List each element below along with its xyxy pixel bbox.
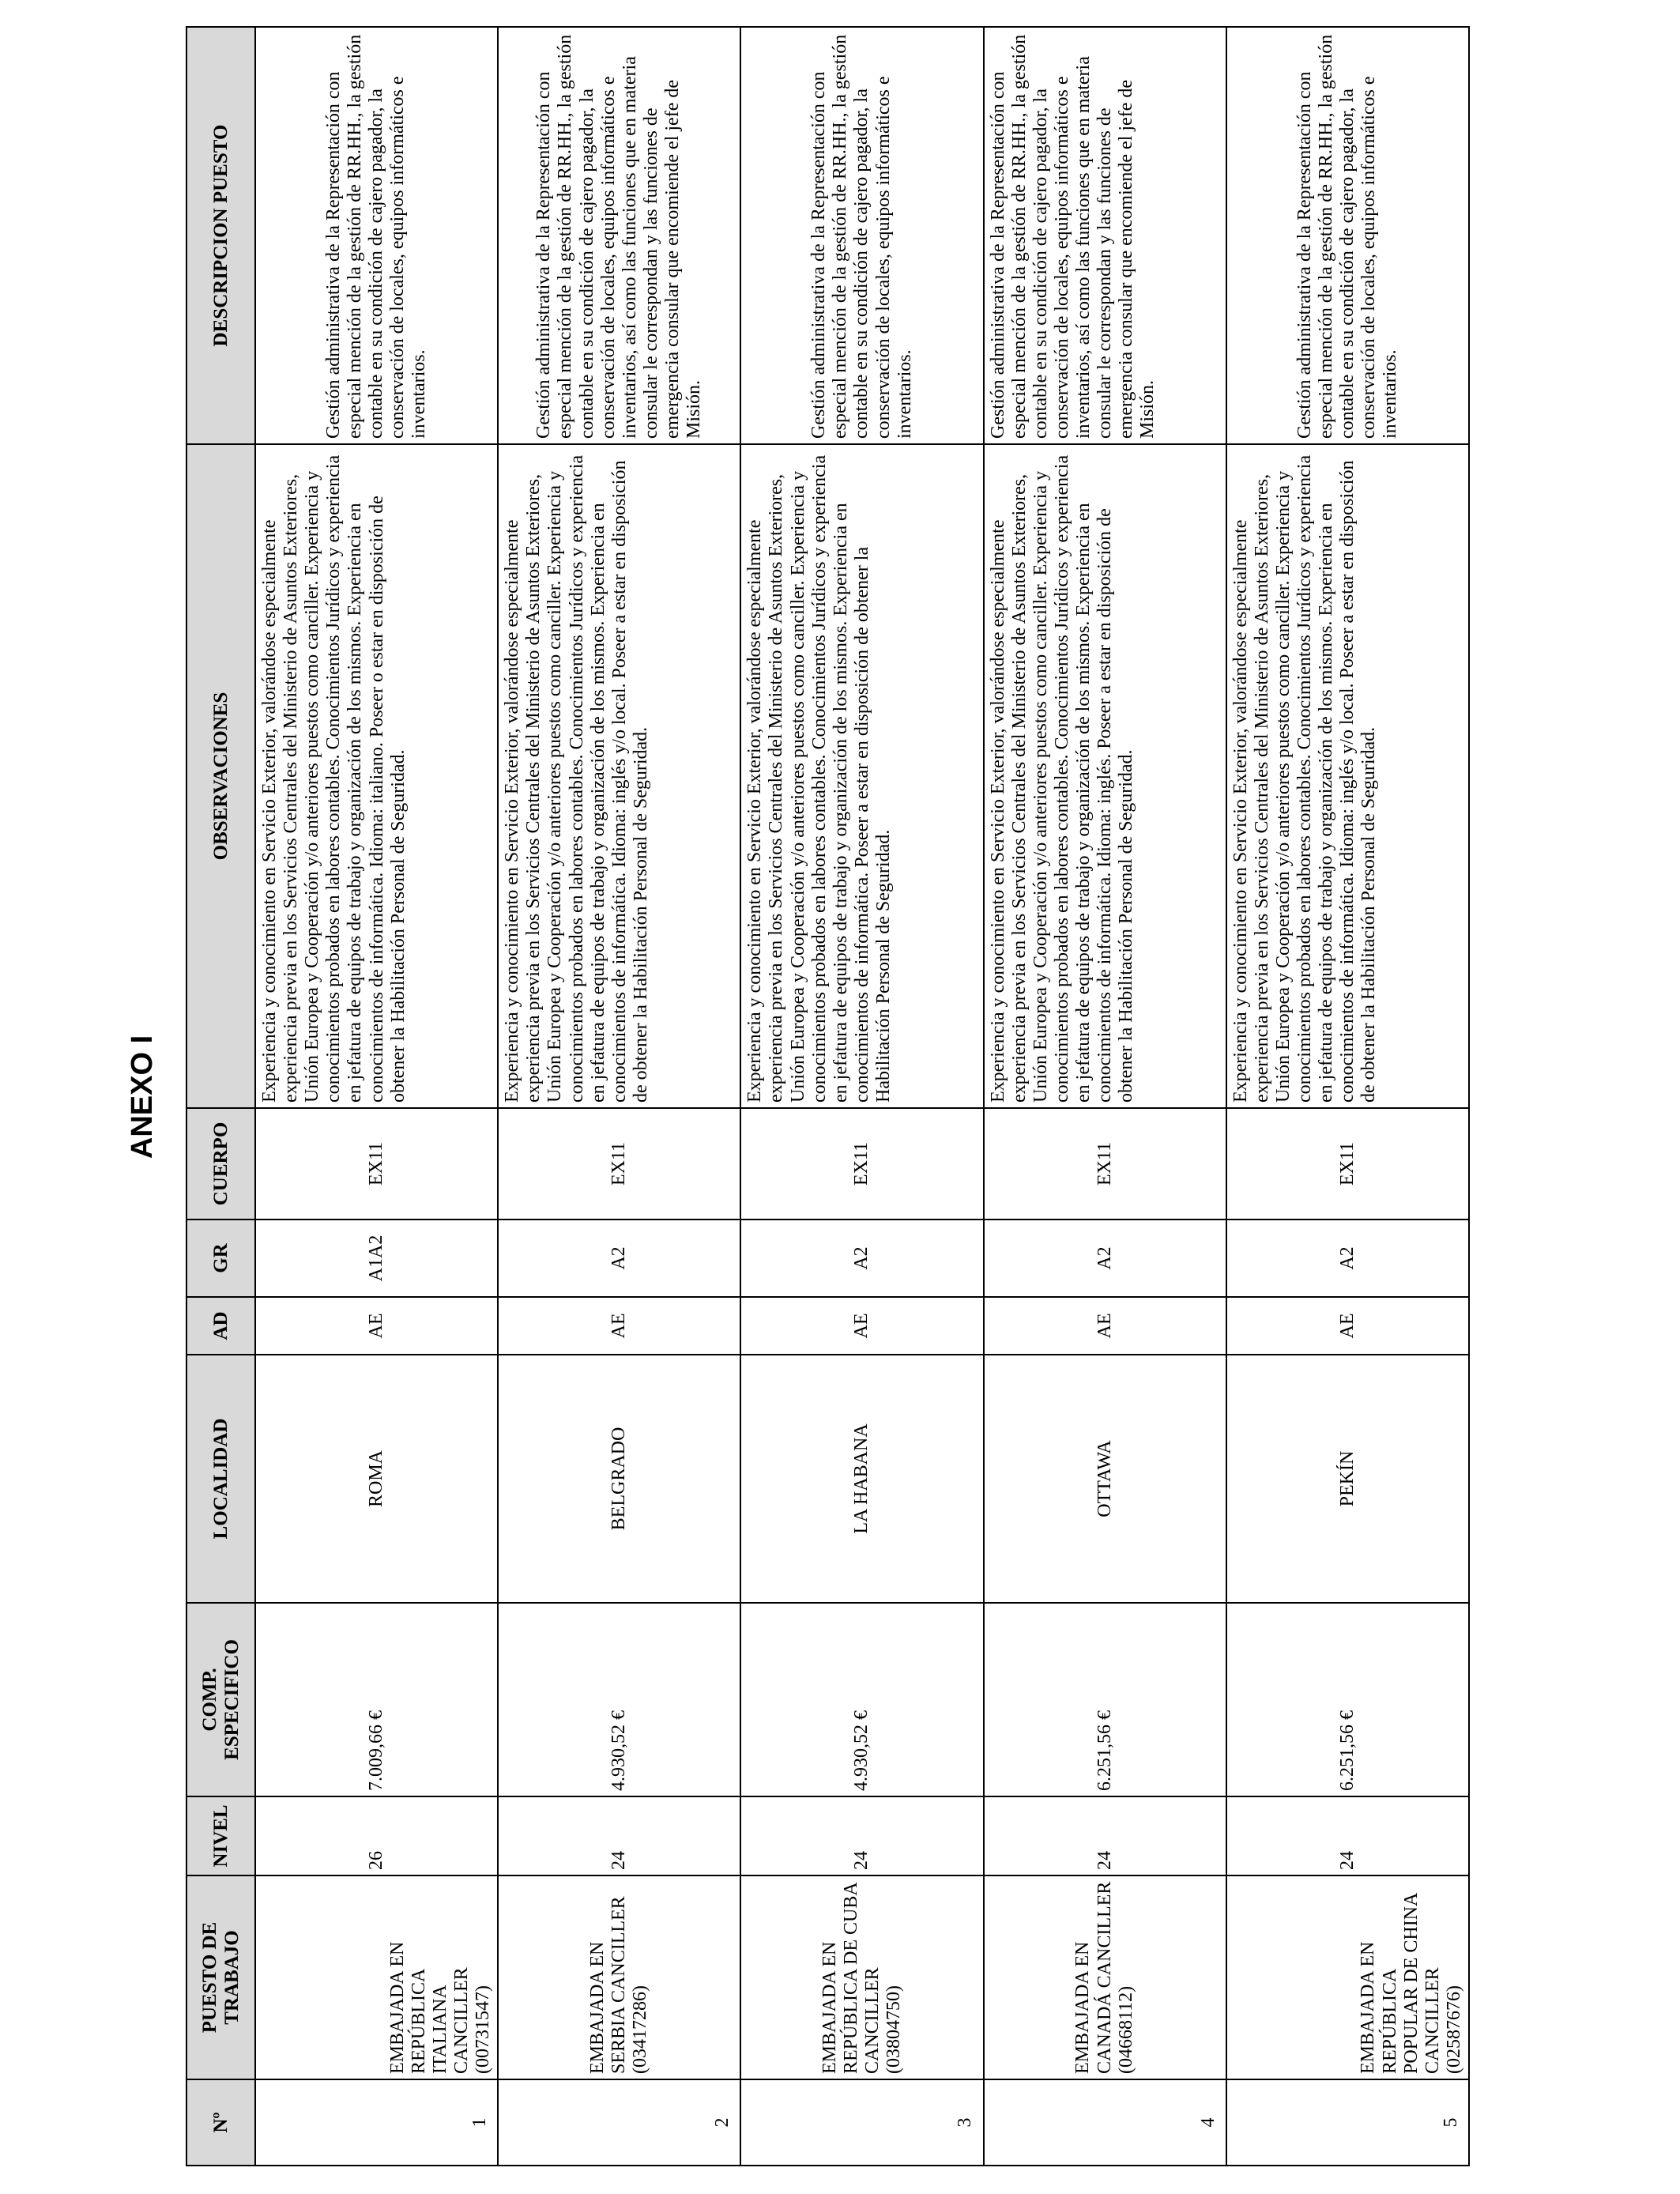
cell-n: 5 (1226, 2079, 1469, 2166)
cell-localidad: PEKÍN (1226, 1355, 1469, 1603)
cell-comp-especifico: 4.930,52 € (498, 1603, 740, 1796)
cell-localidad: OTTAWA (984, 1355, 1226, 1603)
cell-puesto: EMBAJADA EN REPÚBLICA ITALIANA CANCILLER (00731547) (255, 1875, 498, 2079)
cell-n: 4 (984, 2079, 1226, 2166)
cell-n: 3 (740, 2079, 983, 2166)
header-n: Nº (186, 2079, 255, 2166)
cell-comp-especifico: 4.930,52 € (740, 1603, 983, 1796)
cell-ad: AE (740, 1297, 983, 1355)
cell-gr: A2 (984, 1220, 1226, 1297)
table-row (1226, 27, 1469, 2166)
cell-descripcion: Gestión administrativa de la Representación con especial mención de la gestión de RR.HH., la gestión contable en su condición de cajero pagador, la conservación de locales, equipos informáticos e inventarios, así como las funciones que en materia consular le correspondan y las funciones de emergencia consular que encomiende el jefe de Misión. (498, 27, 740, 444)
header-gr: GR (186, 1220, 255, 1297)
cell-nivel: 24 (740, 1796, 983, 1875)
vacancies-table (186, 26, 1470, 2166)
cell-gr: A1A2 (255, 1220, 498, 1297)
cell-localidad: BELGRADO (498, 1355, 740, 1603)
cell-comp-especifico: 6.251,56 € (984, 1603, 1226, 1796)
cell-localidad: LA HABANA (740, 1355, 983, 1603)
cell-cuerpo: EX11 (1226, 1108, 1469, 1220)
cell-nivel: 24 (984, 1796, 1226, 1875)
cell-cuerpo: EX11 (255, 1108, 498, 1220)
cell-observaciones: Experiencia y conocimiento en Servicio Exterior, valorándose especialmente experiencia previa en los Servicios Centrales del Ministerio de Asuntos Exteriores, Unión Europea y Cooperación y/o anteriores puestos como canciller. Experiencia y conocimientos probados en labores contables. Conocimientos Jurídicos y experiencia en jefatura de equipos de trabajo y organización de los mismos. Experiencia en conocimientos de informática. Idioma: inglés. Poseer a estar en disposición de obtener la Habilitación Personal de Seguridad. (984, 444, 1226, 1108)
table-row (740, 27, 983, 2166)
cell-cuerpo: EX11 (984, 1108, 1226, 1220)
cell-puesto: EMBAJADA EN REPÚBLICA DE CUBA CANCILLER (03804750) (740, 1875, 983, 2079)
cell-nivel: 26 (255, 1796, 498, 1875)
cell-n: 2 (498, 2079, 740, 2166)
cell-observaciones: Experiencia y conocimiento en Servicio Exterior, valorándose especialmente experiencia previa en los Servicios Centrales del Ministerio de Asuntos Exteriores, Unión Europea y Cooperación y/o anteriores puestos como canciller. Experiencia y conocimientos probados en labores contables. Conocimientos Jurídicos y experiencia en jefatura de equipos de trabajo y organización de los mismos. Experiencia en conocimientos de informática. Idioma: inglés y/o local. Poseer a estar en disposición de obtener la Habilitación Personal de Seguridad. (1226, 444, 1469, 1108)
cell-descripcion: Gestión administrativa de la Representación con especial mención de la gestión de RR.HH., la gestión contable en su condición de cajero pagador, la conservación de locales, equipos informáticos e inventarios, así como las funciones que en materia consular le correspondan y las funciones de emergencia consular que encomiende el jefe de Misión. (984, 27, 1226, 444)
cell-ad: AE (984, 1297, 1226, 1355)
cell-descripcion: Gestión administrativa de la Representación con especial mención de la gestión de RR.HH., la gestión contable en su condición de cajero pagador, la conservación de locales, equipos informáticos e inventarios. (1226, 27, 1469, 444)
cell-comp-especifico: 6.251,56 € (1226, 1603, 1469, 1796)
cell-observaciones: Experiencia y conocimiento en Servicio Exterior, valorándose especialmente experiencia previa en los Servicios Centrales del Ministerio de Asuntos Exteriores, Unión Europea y Cooperación y/o anteriores puestos como canciller. Experiencia y conocimientos probados en labores contables. Conocimientos Jurídicos y experiencia en jefatura de equipos de trabajo y organización de los mismos. Experiencia en conocimientos de informática. Poseer a estar en disposición de obtener la Habilitación Personal de Seguridad. (740, 444, 983, 1108)
cell-puesto: EMBAJADA EN SERBIA CANCILLER (03417286) (498, 1875, 740, 2079)
rotated-document (186, 28, 1470, 2166)
cell-ad: AE (498, 1297, 740, 1355)
cell-observaciones: Experiencia y conocimiento en Servicio Exterior, valorándose especialmente experiencia previa en los Servicios Centrales del Ministerio de Asuntos Exteriores, Unión Europea y Cooperación y/o anteriores puestos como canciller. Experiencia y conocimientos probados en labores contables. Conocimientos Jurídicos y experiencia en jefatura de equipos de trabajo y organización de los mismos. Experiencia en conocimientos de informática. Idioma: inglés y/o local. Poseer a estar en disposición de obtener la Habilitación Personal de Seguridad. (498, 444, 740, 1108)
header-localidad: LOCALIDAD (186, 1355, 255, 1603)
cell-nivel: 24 (498, 1796, 740, 1875)
table-header-row (186, 27, 255, 2166)
table-row (498, 27, 740, 2166)
cell-descripcion: Gestión administrativa de la Representación con especial mención de la gestión de RR.HH., la gestión contable en su condición de cajero pagador, la conservación de locales, equipos informáticos e inventarios. (740, 27, 983, 444)
header-comp-especifico: COMP. ESPECIFICO (186, 1603, 255, 1796)
table-row (984, 27, 1226, 2166)
cell-nivel: 24 (1226, 1796, 1469, 1875)
header-observaciones: OBSERVACIONES (186, 444, 255, 1108)
cell-puesto: EMBAJADA EN CANADÁ CANCILLER (04668112) (984, 1875, 1226, 2079)
cell-localidad: ROMA (255, 1355, 498, 1603)
cell-descripcion: Gestión administrativa de la Representación con especial mención de la gestión de RR.HH., la gestión contable en su condición de cajero pagador, la conservación de locales, equipos informáticos e inventarios. (255, 27, 498, 444)
header-puesto: PUESTO DE TRABAJO (186, 1875, 255, 2079)
cell-cuerpo: EX11 (740, 1108, 983, 1220)
header-descripcion: DESCRIPCION PUESTO (186, 27, 255, 444)
cell-puesto: EMBAJADA EN REPÚBLICA POPULAR DE CHINA CANCILLER (02587676) (1226, 1875, 1469, 2079)
cell-n: 1 (255, 2079, 498, 2166)
table-row (255, 27, 498, 2166)
page-title: ANEXO I (126, 1035, 159, 1159)
cell-gr: A2 (498, 1220, 740, 1297)
cell-cuerpo: EX11 (498, 1108, 740, 1220)
cell-gr: A2 (1226, 1220, 1469, 1297)
header-ad: AD (186, 1297, 255, 1355)
header-nivel: NIVEL (186, 1796, 255, 1875)
cell-ad: AE (255, 1297, 498, 1355)
cell-observaciones: Experiencia y conocimiento en Servicio Exterior, valorándose especialmente experiencia previa en los Servicios Centrales del Ministerio de Asuntos Exteriores, Unión Europea y Cooperación y/o anteriores puestos como canciller. Experiencia y conocimientos probados en labores contables. Conocimientos Jurídicos y experiencia en jefatura de equipos de trabajo y organización de los mismos. Experiencia en conocimientos de informática. Idioma: italiano. Poseer o estar en disposición de obtener la Habilitación Personal de Seguridad. (255, 444, 498, 1108)
cell-ad: AE (1226, 1297, 1469, 1355)
header-cuerpo: CUERPO (186, 1108, 255, 1220)
cell-comp-especifico: 7.009,66 € (255, 1603, 498, 1796)
cell-gr: A2 (740, 1220, 983, 1297)
